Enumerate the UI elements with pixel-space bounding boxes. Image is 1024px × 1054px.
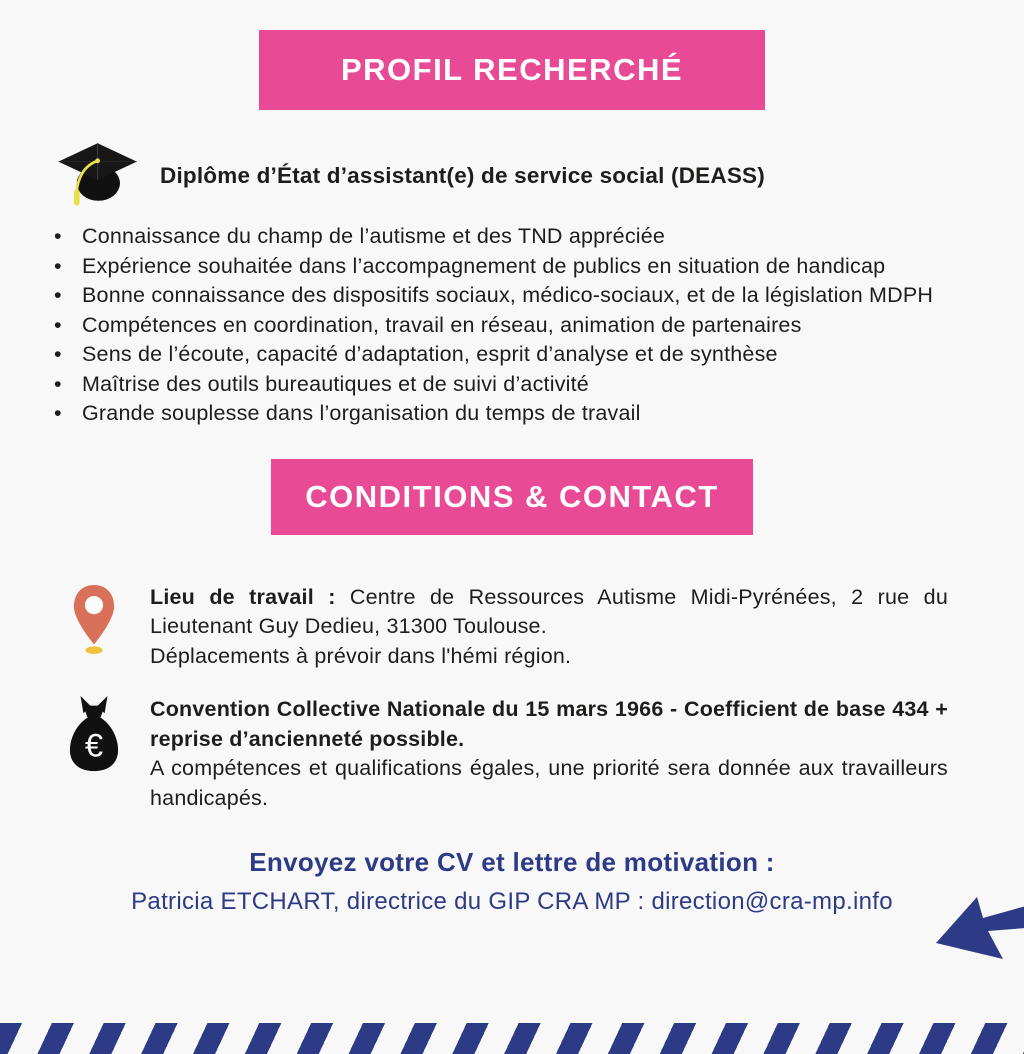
salary-highlight: Convention Collective Nationale du 15 mars 1966 - Coefficient de base 434 + reprise d’ancienneté possible. (150, 697, 948, 751)
job-flyer (0, 30, 1024, 1054)
list-item: • Compétences en coordination, travail en réseau, animation de partenaires (82, 311, 980, 341)
list-item: • Expérience souhaitée dans l’accompagnement de publics en situation de handicap (82, 252, 980, 282)
salary-note: A compétences et qualifications égales, une priorité sera donnée aux travailleurs handicapés. (150, 756, 948, 810)
arrow-icon (936, 896, 1024, 964)
list-item: • Bonne connaissance des dispositifs sociaux, médico-sociaux, et de la législation MDPH (82, 281, 980, 311)
conditions-banner-title: CONDITIONS & CONTACT (305, 478, 719, 514)
profile-section-banner (259, 30, 765, 110)
location-note: Déplacements à prévoir dans l'hémi région. (150, 643, 572, 668)
list-item: • Connaissance du champ de l’autisme et des TND appréciée (82, 222, 980, 252)
location-text-block (150, 583, 948, 672)
profile-banner-title: PROFIL RECHERCHÉ (340, 52, 684, 87)
conditions-section-banner (271, 459, 753, 535)
location-row (62, 583, 948, 672)
location-label: Lieu de travail : (150, 584, 336, 609)
footer (0, 847, 1024, 916)
diploma-title: Diplôme d’État d’assistant(e) de service social (DEASS) (160, 163, 765, 188)
list-item: • Maîtrise des outils bureautiques et de suivi d’activité (82, 370, 980, 400)
salary-row (62, 695, 948, 813)
location-address: Centre de Ressources Autisme Midi-Pyrénées, 2 rue du Lieutenant Guy Dedieu, 31300 Toulouse. (150, 584, 948, 638)
list-item: • Sens de l’écoute, capacité d’adaptation, esprit d’analyse et de synthèse (82, 340, 980, 370)
striped-border (0, 1023, 1024, 1054)
salary-text-block (150, 695, 948, 813)
profile-bullet-list (82, 222, 980, 429)
cta-title: Envoyez votre CV et lettre de motivation : (249, 847, 775, 877)
location-pin-icon (62, 583, 126, 656)
graduation-cap-icon (52, 140, 140, 212)
diploma-row (52, 140, 984, 212)
contact-line: Patricia ETCHART, directrice du GIP CRA MP : direction@cra-mp.info (131, 888, 893, 915)
list-item: • Grande souplesse dans l’organisation du temps de travail (82, 399, 980, 429)
euro-symbol: € (84, 726, 104, 764)
money-bag-icon (62, 695, 126, 774)
